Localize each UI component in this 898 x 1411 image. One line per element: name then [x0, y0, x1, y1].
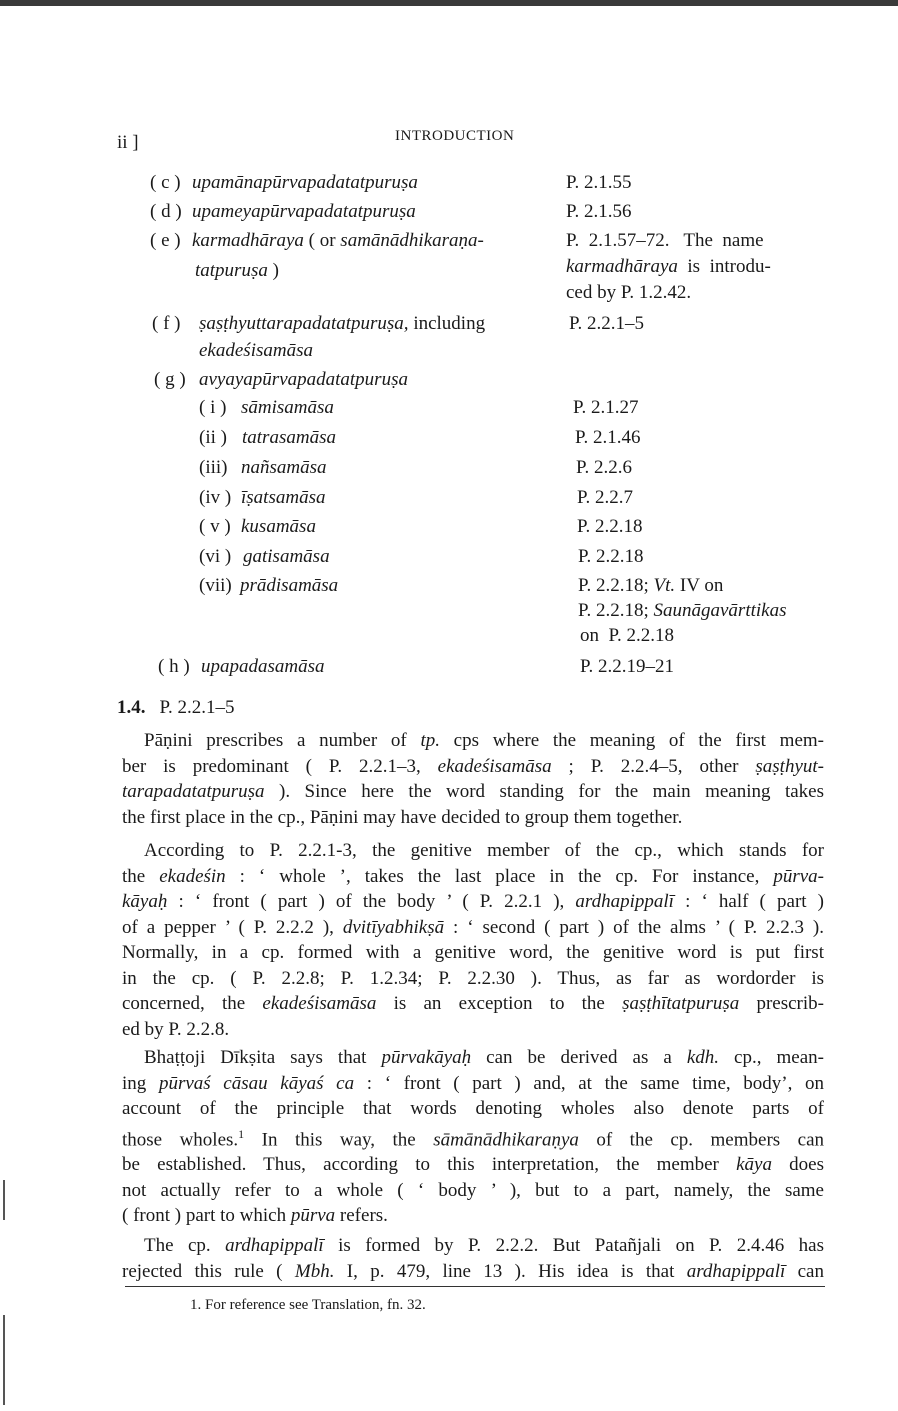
item-label: ( c ) [150, 172, 181, 193]
sub-item-term: sāmisamāsa [241, 397, 334, 418]
sub-item-reference: IV on [675, 575, 724, 596]
paragraph: The cp. ardhapippalī is formed by P. 2.2.2. But Patañjali on P. 2.4.46 has rejected this rule ( Mbh. I, p. 479, line 13 ). His idea is that ardhapippalī can [122, 1235, 824, 1282]
page-number: ii ] [117, 132, 139, 153]
sub-item-reference: P. 2.1.46 [575, 427, 641, 448]
sub-item-reference: on P. 2.2.18 [580, 625, 674, 646]
section-heading [117, 697, 234, 719]
item-reference: P. 2.2.19–21 [580, 656, 674, 677]
sub-item-reference: P. 2.2.7 [577, 487, 633, 508]
scan-top-edge [0, 0, 898, 6]
paragraph: Bhaṭṭoji Dīkṣita says that pūrvakāyaḥ can be derived as a kdh. cp., mean- ing pūrvaś cāsau kāyaś ca : ‘ front ( part ) and, at the same time, body’, on account of the principle that words denoting wholes also denote parts of those wholes.$^1$ In this way, the sāmānādhikaraṇya of the cp. members can be established. Thus, according to this interpretation, the member kāya does not actually refer to a whole ( ‘ body ’ ), but to a part, namely, the same ( front ) part to which pūrva refers. [122, 1047, 824, 1227]
item-term: ṣaṣṭhyuttarapadatatpuruṣa, [199, 313, 409, 334]
sub-item-label: ( v ) [199, 516, 231, 537]
item-term: upameyapūrvapadatatpuruṣa [192, 201, 416, 222]
sub-item-reference: P. 2.2.6 [576, 457, 632, 478]
item-term-close: ) [267, 260, 279, 281]
item-term: upamānapūrvapadatatpuruṣa [192, 172, 418, 193]
sub-item-reference: P. 2.2.18 [577, 516, 643, 537]
sub-item-label: (iii) [199, 457, 228, 478]
sub-item-label: (ii ) [199, 427, 227, 448]
sub-item-label: ( i ) [199, 397, 227, 418]
item-reference: P. 2.1.56 [566, 201, 632, 222]
sub-item-reference-abbrev: Vt. [653, 575, 676, 596]
sub-item-term: tatrasamāsa [242, 427, 336, 448]
sub-item-term: īṣatsamāsa [241, 487, 326, 508]
item-label: ( f ) [152, 313, 181, 334]
running-title: INTRODUCTION [395, 128, 515, 144]
item-reference: ced by P. 1.2.42. [566, 282, 692, 303]
item-label: ( e ) [150, 230, 181, 251]
sub-item-term: prādisamāsa [240, 575, 339, 596]
paragraph: According to P. 2.2.1-3, the genitive member of the cp., which stands for the ekadeśin : ‘ whole ’, takes the last place in the cp. For instance, pūrva- kāyaḥ : ‘ front ( part ) of the body ’ ( P. 2.2.1 ), ardhapippalī : ‘ half ( part ) of a pepper ’ ( P. 2.2.2 ), dvitīyabhikṣā : ‘ second ( part ) of the alms ’ ( P. 2.2.3 ). Normally, in a cp. formed with a genitive word, the genitive word is put first in the cp. ( P. 2.2.8; P. 1.2.34; P. 2.2.30 ). Thus, as far as wordorder is concerned, the ekadeśisamāsa is an exception to the ṣaṣṭhītatpuruṣa prescrib- ed by P. 2.2.8. [122, 840, 824, 1040]
footnote: 1. For reference see Translation, fn. 32. [190, 1297, 426, 1313]
sub-item-term: nañsamāsa [241, 457, 327, 478]
item-label: ( h ) [158, 656, 190, 677]
sub-item-term: gatisamāsa [243, 546, 330, 567]
item-reference: P. 2.1.55 [566, 172, 632, 193]
section-title: P. 2.2.1–5 [159, 697, 235, 718]
sub-item-reference: P. 2.2.18 [578, 546, 644, 567]
item-term: samānādhikaraṇa- [340, 230, 484, 251]
item-reference: P. 2.1.57–72. The name [566, 230, 764, 251]
item-term: ekadeśisamāsa [199, 340, 313, 361]
paragraph: Pāṇini prescribes a number of tp. cps where the meaning of the first mem- ber is predominant ( P. 2.2.1–3, ekadeśisamāsa ; P. 2.2.4–5, other ṣaṣṭhyut- tarapadatatpuruṣa ). Since here the word standing for the main meaning takes the first place in the cp., Pāṇini may have decided to group them together. [122, 730, 824, 828]
sub-item-reference-title: Saunāgavārttikas [653, 600, 787, 621]
sub-item-reference: P. 2.2.18; [578, 600, 654, 621]
sub-item-reference: P. 2.1.27 [573, 397, 639, 418]
item-label: ( d ) [150, 201, 182, 222]
item-reference: P. 2.2.1–5 [569, 313, 644, 334]
item-term-connector: ( or [303, 230, 341, 251]
item-term-connector: including [408, 313, 486, 334]
item-label: ( g ) [154, 369, 186, 390]
item-term: upapadasamāsa [201, 656, 325, 677]
sub-item-label: (vii) [199, 575, 232, 596]
section-number: 1.4. [117, 697, 146, 718]
scan-margin-mark [3, 1315, 5, 1405]
running-header [0, 124, 898, 153]
item-reference: is introdu- [677, 256, 771, 277]
item-term: tatpuruṣa [195, 260, 268, 281]
sub-item-term: kusamāsa [241, 516, 316, 537]
scan-margin-mark [3, 1180, 5, 1220]
item-term: karmadhāraya [192, 230, 304, 251]
sub-item-label: (vi ) [199, 546, 232, 567]
sub-item-reference: P. 2.2.18; [578, 575, 654, 596]
item-term: avyayapūrvapadatatpuruṣa [199, 369, 408, 390]
footnote-rule [125, 1286, 825, 1287]
item-reference-term: karmadhāraya [566, 256, 678, 277]
sub-item-label: (iv ) [199, 487, 232, 508]
